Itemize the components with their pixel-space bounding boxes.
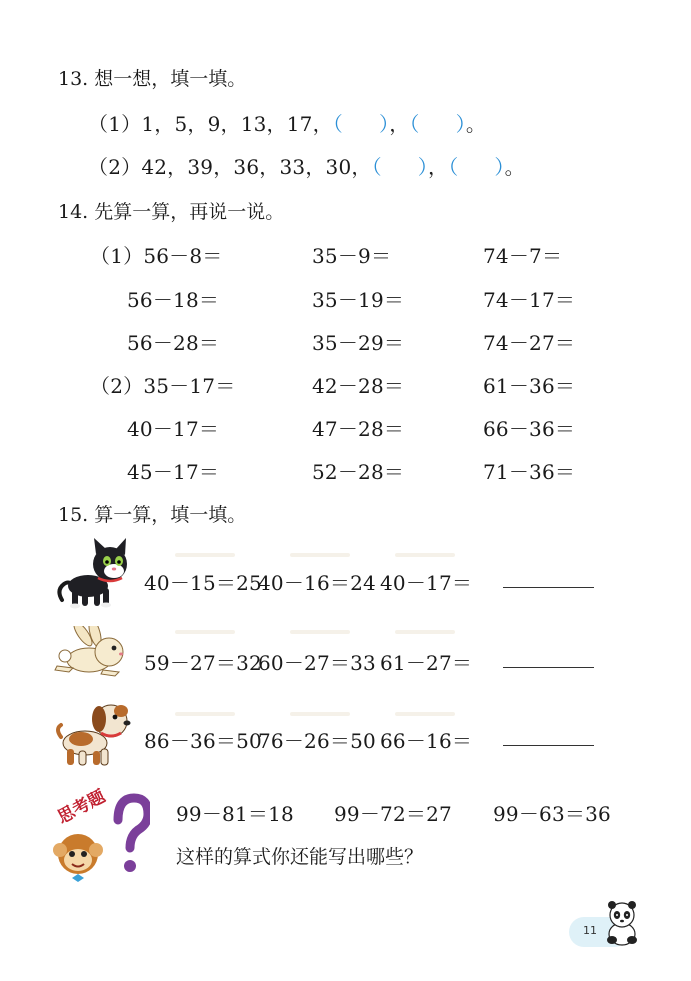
q14-r5c2: 47－28＝ <box>312 417 405 441</box>
background-decoration <box>290 553 350 557</box>
cat-icon <box>56 538 130 610</box>
q14-r1c2: 35－9＝ <box>312 244 392 268</box>
q15-r3-eq1: 86－36＝50 <box>144 729 262 753</box>
q14-r6c3: 71－36＝ <box>483 460 576 484</box>
thinking-badge: 思考题 <box>54 786 109 829</box>
panda-icon <box>600 898 644 948</box>
answer-blank-open: （ <box>332 112 343 136</box>
period: 。 <box>504 155 525 179</box>
answer-blank-close: ） <box>417 155 428 179</box>
q15-r3-eq2: 76－26＝50 <box>258 729 376 753</box>
answer-line[interactable] <box>503 745 594 746</box>
thinking-question: 这样的算式你还能写出哪些？ <box>176 846 424 868</box>
q14-r5c3: 66－36＝ <box>483 417 576 441</box>
background-decoration <box>175 712 235 716</box>
period: 。 <box>465 112 487 136</box>
q14-r4c1: （2）35－17＝ <box>90 374 236 398</box>
q14-r5c1: 40－17＝ <box>127 417 220 441</box>
q15-r2-eq2: 60－27＝33 <box>258 651 376 675</box>
answer-blank-open: （ <box>448 155 459 179</box>
answer-line[interactable] <box>503 667 594 668</box>
q14-r3c2: 35－29＝ <box>312 331 405 355</box>
background-decoration <box>395 553 455 557</box>
q14-r3c1: 56－28＝ <box>127 331 220 355</box>
rabbit-icon <box>53 626 129 680</box>
q13-sequence2: （2）42，39，36，33，30， <box>88 155 372 179</box>
q14-r2c3: 74－17＝ <box>483 288 576 312</box>
q15-r1-eq3: 40－17＝ <box>380 571 473 595</box>
q14-title: 14. 先算一算，再说一说。 <box>58 201 285 223</box>
page-number: 11 <box>583 924 597 937</box>
q14-r2c2: 35－19＝ <box>312 288 405 312</box>
q15-r1-eq2: 40－16＝24 <box>258 571 376 595</box>
answer-blank-close: ） <box>494 155 505 179</box>
answer-blank-open: （ <box>409 112 420 136</box>
background-decoration <box>395 712 455 716</box>
q14-r1c1: （1）56－8＝ <box>90 244 223 268</box>
q14-r6c2: 52－28＝ <box>312 460 405 484</box>
thinking-eq2: 99－72＝27 <box>334 802 452 826</box>
q15-r2-eq1: 59－27＝32 <box>144 651 262 675</box>
answer-line[interactable] <box>503 587 594 588</box>
q15-r1-eq1: 40－15＝25 <box>144 571 262 595</box>
background-decoration <box>175 630 235 634</box>
q14-r4c2: 42－28＝ <box>312 374 405 398</box>
answer-blank-close: ） <box>379 112 390 136</box>
thinking-eq1: 99－81＝18 <box>176 802 294 826</box>
q15-title: 15. 算一算，填一填。 <box>58 504 247 526</box>
q15-r2-eq3: 61－27＝ <box>380 651 473 675</box>
background-decoration <box>290 712 350 716</box>
q14-r1c3: 74－7＝ <box>483 244 563 268</box>
background-decoration <box>395 630 455 634</box>
q13-sequence1: （1）1，5，9，13，17， <box>88 112 333 136</box>
q13-title: 13. 想一想，填一填。 <box>58 68 247 90</box>
thinking-eq3: 99－63＝36 <box>493 802 611 826</box>
answer-blank-close: ） <box>455 112 466 136</box>
background-decoration <box>290 630 350 634</box>
comma: ， <box>427 155 449 179</box>
answer-blank-open: （ <box>371 155 382 179</box>
background-decoration <box>175 553 235 557</box>
q13-line1 <box>88 108 486 137</box>
q14-r3c3: 74－27＝ <box>483 331 576 355</box>
q14-r4c3: 61－36＝ <box>483 374 576 398</box>
q13-line2 <box>88 151 525 180</box>
q14-r6c1: 45－17＝ <box>127 460 220 484</box>
q15-r3-eq3: 66－16＝ <box>380 729 473 753</box>
q14-r2c1: 56－18＝ <box>127 288 220 312</box>
comma: ， <box>389 112 410 136</box>
dog-icon <box>55 699 133 769</box>
